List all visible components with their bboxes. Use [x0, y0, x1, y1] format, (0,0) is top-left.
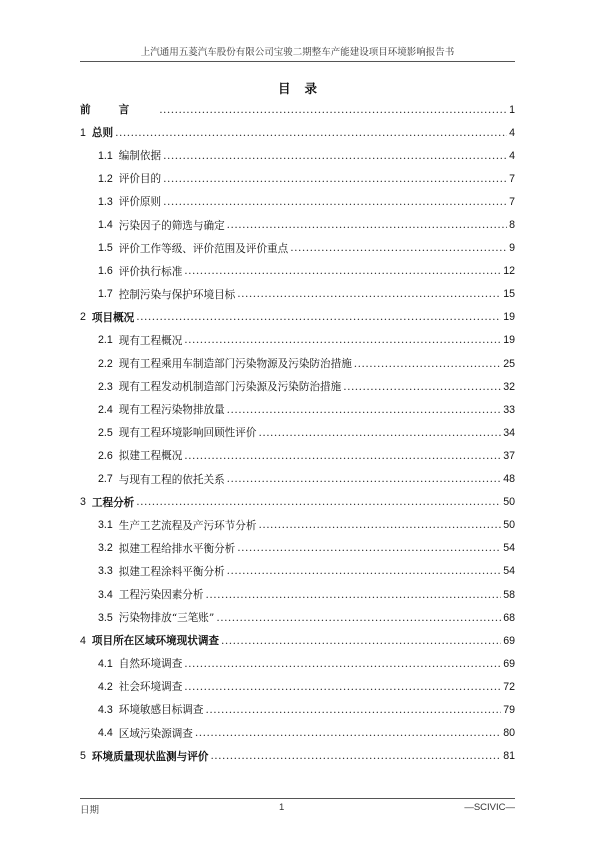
- toc-entry-number: 4: [80, 634, 86, 647]
- toc-dot-leader: [205, 589, 501, 601]
- toc-entry[interactable]: [80, 583, 515, 606]
- toc-entry-page: 80: [503, 727, 515, 740]
- toc-entry-number: 4.3: [98, 703, 113, 716]
- toc-dot-leader: [163, 150, 507, 162]
- toc-dot-leader: [205, 704, 501, 716]
- toc-entry-page: 81: [503, 750, 515, 763]
- toc-entry[interactable]: [80, 675, 515, 698]
- footer-date-label: 日期: [80, 805, 100, 816]
- toc-entry-page: 79: [503, 703, 515, 716]
- toc-entry[interactable]: [80, 375, 515, 398]
- toc-entry[interactable]: [80, 352, 515, 375]
- toc-entry-page: 19: [503, 334, 515, 347]
- toc-dot-leader: [195, 727, 501, 739]
- toc-entry-number: 3.3: [98, 565, 113, 578]
- toc-dot-leader: [136, 496, 501, 508]
- toc-entry-page: 12: [503, 265, 515, 278]
- toc-entry[interactable]: [80, 190, 515, 213]
- toc-entry-label: 拟建工程涂料平衡分析: [118, 565, 225, 578]
- toc-entry-page: 33: [503, 403, 515, 416]
- toc-entry-page: 72: [503, 680, 515, 693]
- toc-entry-label: 前言: [80, 104, 158, 117]
- toc-entry-page: 8: [509, 219, 515, 232]
- toc-dot-leader: [354, 358, 501, 370]
- toc-entry-number: 3.2: [98, 542, 113, 555]
- toc-dot-leader: [163, 196, 507, 208]
- toc-entry[interactable]: [80, 237, 515, 260]
- toc-entry-number: 3: [80, 496, 86, 509]
- toc-entry-label: 现有工程发动机制造部门污染源及污染防治措施: [118, 381, 342, 394]
- toc-entry-number: 2: [80, 311, 86, 324]
- footer-logo-text: —SCIVIC—: [464, 802, 515, 813]
- toc-dot-leader: [159, 104, 507, 116]
- toc-dot-leader: [136, 311, 501, 323]
- toc-entry[interactable]: [80, 144, 515, 167]
- toc-entry-page: 50: [503, 496, 515, 509]
- toc-entry-page: 54: [503, 565, 515, 578]
- toc-entry-number: 3.5: [98, 611, 113, 624]
- toc-entry-label: 拟建工程概况: [118, 450, 183, 463]
- toc-dot-leader: [237, 288, 501, 300]
- toc-dot-leader: [210, 750, 501, 762]
- toc-entry-label: 污染因子的筛选与确定: [118, 219, 225, 232]
- toc-entry[interactable]: [80, 491, 515, 514]
- toc-entry-label: 项目所在区域环境现状调查: [91, 635, 220, 648]
- toc-dot-leader: [115, 127, 507, 139]
- toc-entry-page: 37: [503, 449, 515, 462]
- toc-entry[interactable]: [80, 260, 515, 283]
- toc-entry-page: 7: [509, 195, 515, 208]
- toc-entry-page: 4: [509, 126, 515, 139]
- toc-entry[interactable]: [80, 306, 515, 329]
- toc-entry-number: 2.6: [98, 449, 113, 462]
- toc-entry[interactable]: [80, 329, 515, 352]
- toc-entry[interactable]: [80, 722, 515, 745]
- toc-dot-leader: [184, 334, 501, 346]
- toc-entry-page: 34: [503, 426, 515, 439]
- toc-entry-page: 15: [503, 288, 515, 301]
- toc-entry[interactable]: [80, 283, 515, 306]
- toc-entry-label: 与现有工程的依托关系: [118, 473, 225, 486]
- toc-entry-label: 编制依据: [118, 150, 162, 163]
- toc-entry[interactable]: [80, 514, 515, 537]
- toc-dot-leader: [227, 473, 502, 485]
- toc-entry-label: 环境敏感目标调查: [118, 704, 204, 717]
- toc-dot-leader: [343, 381, 501, 393]
- toc-entry-page: 68: [503, 611, 515, 624]
- toc-entry-label: 拟建工程给排水平衡分析: [118, 542, 236, 555]
- toc-entry[interactable]: [80, 698, 515, 721]
- toc-entry-label: 现有工程乘用车制造部门污染物源及污染防治措施: [118, 358, 352, 371]
- toc-entry-label: 区域污染源调查: [118, 727, 193, 740]
- toc-entry-label: 项目概况: [91, 311, 135, 324]
- toc-entry-number: 2.2: [98, 357, 113, 370]
- toc-entry-number: 2.3: [98, 380, 113, 393]
- toc-title: 目录: [277, 81, 331, 96]
- toc-entry[interactable]: [80, 121, 515, 144]
- toc-entry-number: 2.7: [98, 473, 113, 486]
- toc-entry-number: 4.2: [98, 680, 113, 693]
- toc-entry-page: 69: [503, 634, 515, 647]
- toc-dot-leader: [184, 450, 501, 462]
- toc-entry-number: 4.1: [98, 657, 113, 670]
- toc-entry-label: 现有工程污染物排放量: [118, 404, 225, 417]
- toc-entry-label: 控制污染与保护环境目标: [118, 288, 236, 301]
- toc-entry-number: 4.4: [98, 727, 113, 740]
- toc-entry-number: 2.1: [98, 334, 113, 347]
- toc-dot-leader: [237, 542, 501, 554]
- toc-entry-page: 32: [503, 380, 515, 393]
- toc-entry-label: 社会环境调查: [118, 681, 183, 694]
- toc-entry[interactable]: [80, 213, 515, 236]
- toc-entry[interactable]: [80, 537, 515, 560]
- toc-entry-page: 50: [503, 519, 515, 532]
- toc-entry-number: 1: [80, 126, 86, 139]
- table-of-contents: [80, 98, 515, 768]
- toc-entry-number: 1.6: [98, 265, 113, 278]
- toc-entry-page: 19: [503, 311, 515, 324]
- toc-entry-page: 25: [503, 357, 515, 370]
- toc-entry[interactable]: [80, 652, 515, 675]
- toc-entry-label: 工程分析: [91, 496, 135, 509]
- toc-entry[interactable]: [80, 98, 515, 121]
- toc-entry-page: 1: [509, 103, 515, 116]
- toc-entry[interactable]: [80, 745, 515, 768]
- toc-dot-leader: [258, 519, 501, 531]
- toc-dot-leader: [163, 173, 507, 185]
- toc-entry-number: 1.4: [98, 219, 113, 232]
- toc-entry-page: 4: [509, 149, 515, 162]
- toc-entry[interactable]: [80, 398, 515, 421]
- toc-entry-label: 自然环境调查: [118, 658, 183, 671]
- toc-entry-label: 环境质量现状监测与评价: [91, 750, 209, 763]
- toc-entry-label: 工程污染因素分析: [118, 589, 204, 602]
- toc-entry-number: 1.5: [98, 242, 113, 255]
- toc-entry-label: 评价原则: [118, 196, 162, 209]
- toc-dot-leader: [184, 658, 501, 670]
- toc-entry-number: 1.2: [98, 172, 113, 185]
- toc-entry-page: 54: [503, 542, 515, 555]
- toc-dot-leader: [227, 404, 502, 416]
- toc-entry[interactable]: [80, 629, 515, 652]
- toc-entry[interactable]: [80, 444, 515, 467]
- toc-dot-leader: [184, 681, 501, 693]
- toc-entry-number: 1.1: [98, 149, 113, 162]
- toc-entry-label: 污染物排放“三笔账”: [118, 612, 215, 625]
- toc-dot-leader: [184, 265, 501, 277]
- toc-entry-number: 2.5: [98, 426, 113, 439]
- toc-entry-page: 9: [509, 242, 515, 255]
- toc-entry-number: 1.7: [98, 288, 113, 301]
- toc-entry-label: 生产工艺流程及产污环节分析: [118, 519, 257, 532]
- toc-entry-label: 现有工程环境影响回顾性评价: [118, 427, 257, 440]
- toc-dot-leader: [290, 242, 507, 254]
- toc-entry-label: 总则: [91, 127, 114, 140]
- toc-entry-number: 3.1: [98, 519, 113, 532]
- toc-entry-number: 3.4: [98, 588, 113, 601]
- toc-entry-page: 69: [503, 657, 515, 670]
- toc-dot-leader: [216, 612, 501, 624]
- toc-entry-label: 评价工作等级、评价范围及评价重点: [118, 242, 289, 255]
- toc-entry-label: 评价执行标准: [118, 265, 183, 278]
- toc-entry-page: 58: [503, 588, 515, 601]
- toc-dot-leader: [227, 565, 502, 577]
- toc-entry[interactable]: [80, 167, 515, 190]
- toc-entry-number: 1.3: [98, 195, 113, 208]
- toc-entry-label: 评价目的: [118, 173, 162, 186]
- toc-dot-leader: [258, 427, 501, 439]
- toc-entry-page: 7: [509, 172, 515, 185]
- toc-entry-number: 2.4: [98, 403, 113, 416]
- toc-entry[interactable]: [80, 468, 515, 491]
- toc-entry[interactable]: [80, 560, 515, 583]
- footer-page-number: 1: [279, 802, 285, 813]
- toc-entry-number: 5: [80, 750, 86, 763]
- toc-entry-page: 48: [503, 473, 515, 486]
- toc-dot-leader: [227, 219, 507, 231]
- running-header: 上汽通用五菱汽车股份有限公司宝骏二期整车产能建设项目环境影响报告书: [80, 44, 515, 62]
- page-footer: [80, 798, 515, 816]
- toc-entry[interactable]: [80, 606, 515, 629]
- toc-entry-label: 现有工程概况: [118, 334, 183, 347]
- toc-dot-leader: [221, 635, 501, 647]
- toc-entry[interactable]: [80, 421, 515, 444]
